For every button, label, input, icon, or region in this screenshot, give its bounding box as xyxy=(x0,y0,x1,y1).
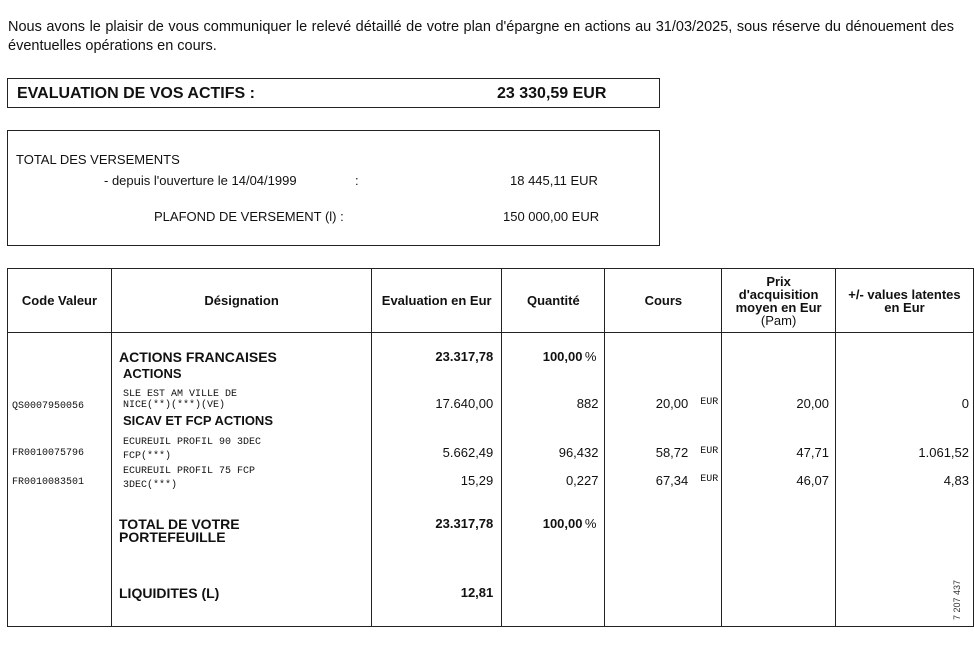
plafond-amount: 150 000,00 EUR xyxy=(503,209,600,224)
total-quantite: 100,00 xyxy=(542,516,583,531)
row2-name1: ECUREUIL PROFIL 90 3DEC xyxy=(123,437,262,448)
row3-pv: 4,83 xyxy=(943,473,969,488)
row2-quantite: 96,432 xyxy=(558,445,599,460)
side-reference-code: 7 207 437 xyxy=(952,579,962,620)
versements-title: TOTAL DES VERSEMENTS xyxy=(16,152,180,167)
row1-cours: 20,00 xyxy=(655,396,689,411)
row1-code: QS0007950056 xyxy=(12,401,85,412)
depuis-amount: 18 445,11 EUR xyxy=(510,173,598,188)
col-designation xyxy=(112,333,372,627)
col-pam xyxy=(722,333,836,627)
row2-pv: 1.061,52 xyxy=(918,445,969,460)
col-code xyxy=(8,333,112,627)
row1-cours-unit: EUR xyxy=(700,397,719,408)
row1-pv: 0 xyxy=(961,396,969,411)
evaluation-label: EVALUATION DE VOS ACTIFS : xyxy=(17,85,255,102)
row2-cours-unit: EUR xyxy=(700,446,719,457)
row3-quantite: 0,227 xyxy=(565,473,599,488)
row1-quantite: 882 xyxy=(576,396,599,411)
header-prix-sub: (Pam) xyxy=(760,312,797,328)
row2-name2: FCP(***) xyxy=(123,451,172,462)
actions-francaises-evaluation: 23.317,78 xyxy=(435,349,494,364)
header-prix xyxy=(722,269,836,333)
total-label-1: TOTAL DE VOTRE xyxy=(119,516,240,532)
row3-cours: 67,34 xyxy=(655,473,689,488)
header-code: Code Valeur xyxy=(8,269,112,333)
intro-paragraph: Nous avons le plaisir de vous communiquer le relevé détaillé de votre plan d'épargne en actions au 31/03/2025, sous réserve du dénouement des éventuelles opérations en cours. xyxy=(8,19,954,54)
row1-name1: SLE EST AM VILLE DE xyxy=(123,389,238,400)
row3-evaluation: 15,29 xyxy=(460,473,494,488)
table-body-row xyxy=(8,333,974,627)
row1-pam: 20,00 xyxy=(796,396,829,411)
depuis-colon: : xyxy=(355,173,359,188)
row1-evaluation: 17.640,00 xyxy=(435,396,494,411)
portfolio-table xyxy=(7,268,974,627)
header-quantite: Quantité xyxy=(502,269,605,333)
row1-name2: NICE(**)(***)(VE) xyxy=(123,400,226,411)
header-cours: Cours xyxy=(605,269,722,333)
header-prix-main: Prix d'acquisition moyen en Eur xyxy=(735,273,822,315)
col-quantite xyxy=(502,333,605,627)
actions-francaises-pct: % xyxy=(584,349,597,364)
table-header-row xyxy=(8,269,974,333)
versements-box xyxy=(7,130,660,246)
row3-pam: 46,07 xyxy=(796,473,829,488)
col-evaluation xyxy=(372,333,502,627)
row2-cours: 58,72 xyxy=(655,445,689,460)
actions-francaises-label: ACTIONS FRANCAISES xyxy=(119,349,277,365)
row3-name2: 3DEC(***) xyxy=(123,480,178,491)
row2-code: FR0010075796 xyxy=(12,448,85,459)
total-evaluation: 23.317,78 xyxy=(435,516,494,531)
plafond-label: PLAFOND DE VERSEMENT (l) : xyxy=(154,209,344,224)
row3-code: FR0010083501 xyxy=(12,477,85,488)
liquidites-evaluation: 12,81 xyxy=(460,585,494,600)
evaluation-amount: 23 330,59 EUR xyxy=(497,85,607,102)
row2-pam: 47,71 xyxy=(796,445,829,460)
header-evaluation: Evaluation en Eur xyxy=(372,269,502,333)
actions-francaises-quantite: 100,00 xyxy=(542,349,583,364)
row3-name1: ECUREUIL PROFIL 75 FCP xyxy=(123,466,256,477)
row2-evaluation: 5.662,49 xyxy=(442,445,494,460)
sub-sicav-label: SICAV ET FCP ACTIONS xyxy=(123,413,273,428)
total-pct: % xyxy=(584,516,597,531)
header-plus-values: +/- values latentes en Eur xyxy=(835,269,973,333)
liquidites-label: LIQUIDITES (L) xyxy=(119,585,220,601)
depuis-label: - depuis l'ouverture le 14/04/1999 xyxy=(104,173,297,188)
row3-cours-unit: EUR xyxy=(700,474,719,485)
col-cours xyxy=(605,333,722,627)
total-label-2: PORTEFEUILLE xyxy=(119,529,226,545)
evaluation-box xyxy=(7,78,660,108)
header-designation: Désignation xyxy=(112,269,372,333)
sub-actions-label: ACTIONS xyxy=(123,366,182,381)
